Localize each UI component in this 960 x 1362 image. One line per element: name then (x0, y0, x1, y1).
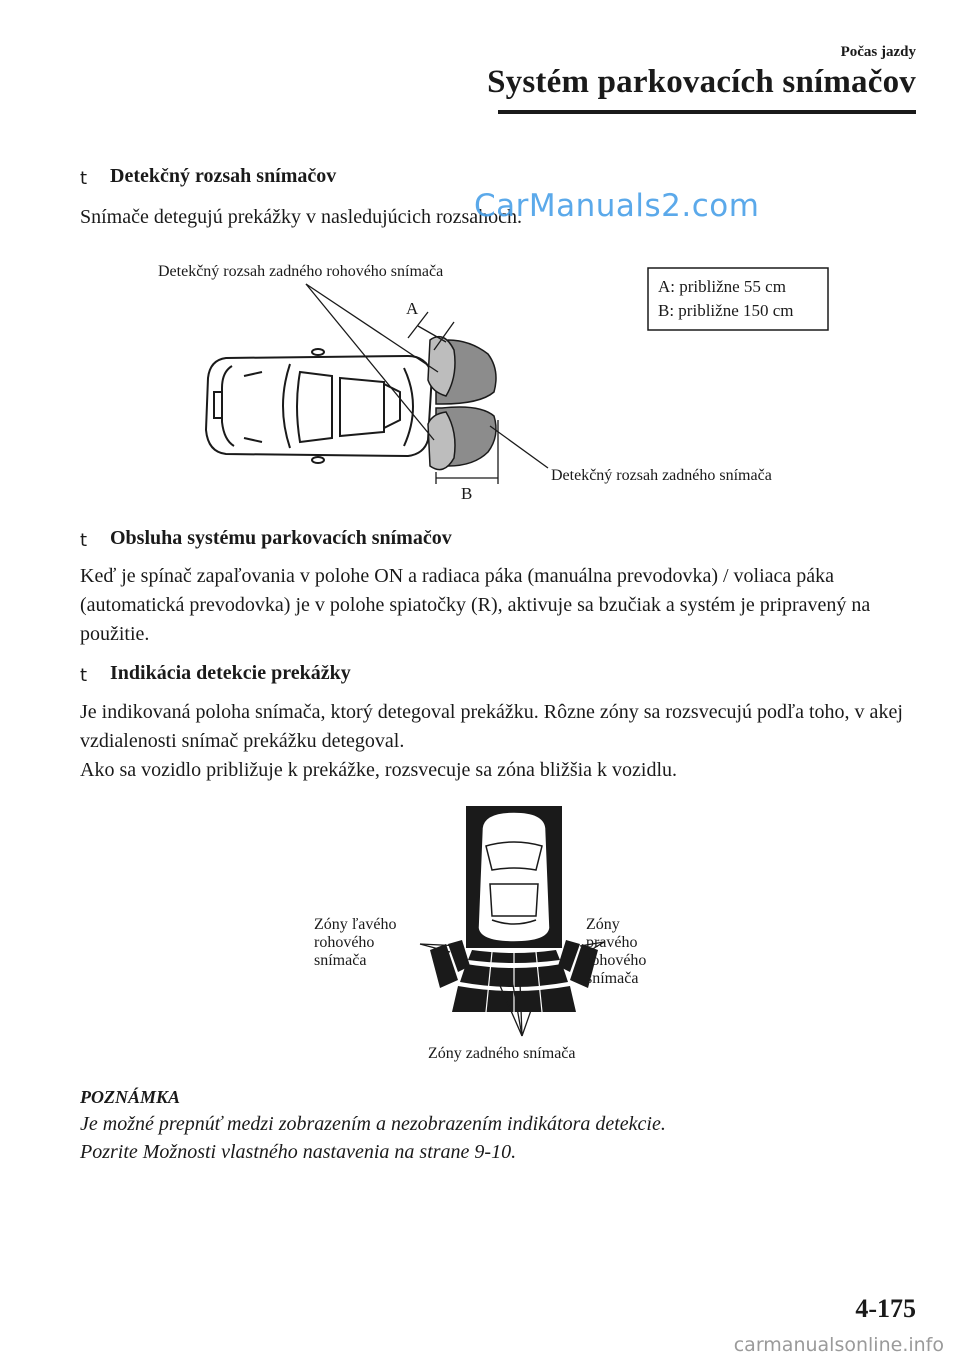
note-text-1: Je možné prepnúť medzi zobrazením a nezobrazením indikátora detekcie. (80, 1113, 666, 1135)
left-zone-label-2: rohového (314, 934, 375, 951)
right-zone-label-4: snímača (586, 970, 639, 987)
legend-a: A: približne 55 cm (658, 277, 786, 296)
dimension-a-label: A (406, 299, 419, 318)
dimension-b-label: B (461, 484, 473, 503)
label-rear-range: Detekčný rozsah zadného snímača (551, 467, 772, 484)
section-bullet: t (80, 168, 88, 189)
section-text-operation: Keď je spínač zapaľovania v polohe ON a radiaca páka (manuálna prevodovka) / voliaca páka (automatická prevodovka) je v polohe spiatočky (R), aktivuje sa bzučiak a systém je pripravený na použitie. (80, 565, 871, 645)
page-number: 4-175 (855, 1294, 916, 1323)
section-bullet: t (80, 665, 88, 686)
zone-indicator-diagram (0, 800, 960, 1070)
right-zone-label-2: pravého (586, 934, 638, 951)
section-heading-detection-range: Detekčný rozsah snímačov (110, 165, 337, 187)
section-text-obstacle-indication: Je indikovaná poloha snímača, ktorý detegoval prekážku. Rôzne zóny sa rozsvecujú podľa toho, v akej vzdialenosti snímač prekážku detegoval. (80, 701, 903, 752)
right-zone-label-3: rohového (586, 952, 647, 969)
page-title: Systém parkovacích snímačov (487, 64, 916, 100)
section-text-detection-range: Snímače detegujú prekážky v nasledujúcich rozsahoch. (80, 206, 523, 228)
section-heading-operation: Obsluha systému parkovacích snímačov (110, 527, 452, 549)
detection-areas (428, 337, 496, 470)
indicator-car (478, 812, 550, 942)
footer-watermark: carmanualsonline.info (733, 1334, 944, 1356)
left-zone-label-3: snímača (314, 952, 367, 969)
label-rear-corner-range: Detekčný rozsah zadného rohového snímača (158, 263, 444, 280)
section-text-obstacle-indication-2: Ako sa vozidlo približuje k prekážke, rozsvecuje sa zóna bližšia k vozidlu. (80, 759, 678, 781)
detection-range-diagram (0, 0, 960, 520)
right-zone-label-1: Zóny (586, 916, 620, 933)
note-text-2: Pozrite Možnosti vlastného nastavenia na strane 9-10. (80, 1141, 517, 1163)
note-title: POZNÁMKA (80, 1087, 181, 1107)
section-heading-obstacle-indication: Indikácia detekcie prekážky (110, 662, 351, 684)
watermark-logo: CarManuals2.com (474, 188, 760, 224)
rear-zone-label: Zóny zadného snímača (428, 1045, 576, 1062)
car-top-view (206, 349, 432, 463)
section-bullet: t (80, 530, 88, 551)
legend-b: B: približne 150 cm (658, 301, 794, 320)
header-section-name: Počas jazdy (840, 44, 916, 60)
left-zone-label-1: Zóny ľavého (314, 916, 397, 933)
